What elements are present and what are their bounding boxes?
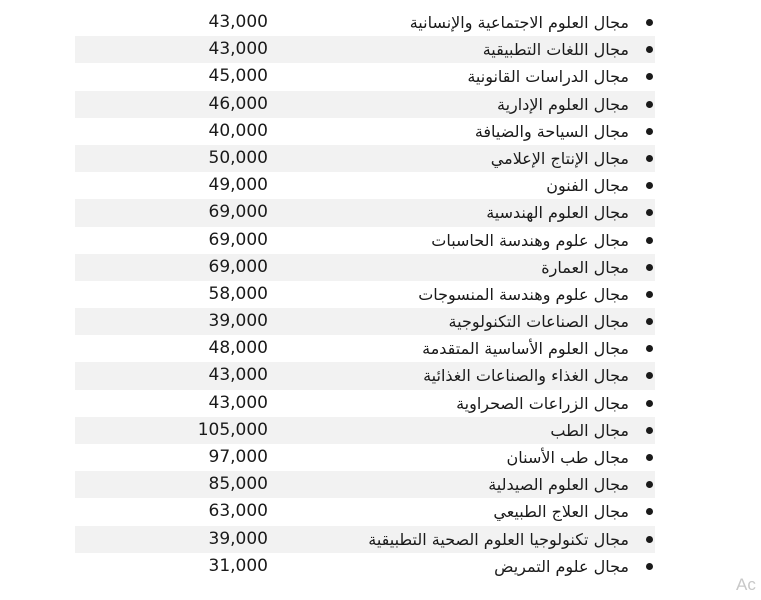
bullet-icon bbox=[646, 128, 653, 135]
row-label: مجال الدراسات القانونية bbox=[467, 67, 629, 87]
row-amount: 43,000 bbox=[208, 39, 268, 60]
row-amount: 50,000 bbox=[208, 147, 268, 168]
row-amount: 43,000 bbox=[208, 12, 268, 32]
table-row bbox=[75, 444, 655, 471]
bullet-icon bbox=[646, 264, 653, 271]
bullet-icon bbox=[646, 372, 653, 379]
bullet-icon bbox=[646, 563, 653, 570]
table-row bbox=[75, 118, 655, 145]
row-amount: 63,000 bbox=[208, 501, 268, 522]
table-row bbox=[75, 63, 655, 90]
row-label: مجال اللغات التطبيقية bbox=[482, 40, 629, 60]
row-label: مجال العلوم الهندسية bbox=[486, 203, 629, 223]
row-amount: 85,000 bbox=[208, 474, 268, 495]
row-amount: 39,000 bbox=[208, 528, 268, 549]
row-amount: 49,000 bbox=[208, 175, 268, 196]
row-amount: 48,000 bbox=[208, 338, 268, 359]
activation-watermark: Ac bbox=[736, 575, 756, 594]
table-row bbox=[75, 417, 655, 444]
row-label: مجال الفنون bbox=[546, 176, 629, 196]
bullet-icon bbox=[646, 427, 653, 434]
bullet-icon bbox=[646, 237, 653, 244]
bullet-icon bbox=[646, 508, 653, 515]
table-row bbox=[75, 362, 655, 389]
row-label: مجال الغذاء والصناعات الغذائية bbox=[423, 366, 629, 386]
row-label: مجال العلوم الأساسية المتقدمة bbox=[422, 339, 629, 359]
table-row bbox=[75, 390, 655, 417]
table-row bbox=[75, 335, 655, 362]
table-row bbox=[75, 9, 655, 36]
row-label: مجال العلوم الصيدلية bbox=[488, 475, 629, 495]
bullet-icon bbox=[646, 46, 653, 53]
bullet-icon bbox=[646, 291, 653, 298]
table-row bbox=[75, 308, 655, 335]
bullet-icon bbox=[646, 101, 653, 108]
row-amount: 97,000 bbox=[208, 447, 268, 467]
table-row bbox=[75, 498, 655, 525]
row-amount: 40,000 bbox=[208, 120, 268, 141]
fee-table bbox=[75, 9, 655, 580]
bullet-icon bbox=[646, 400, 653, 407]
bullet-icon bbox=[646, 73, 653, 80]
row-amount: 45,000 bbox=[208, 66, 268, 87]
row-amount: 31,000 bbox=[208, 555, 268, 576]
row-amount: 43,000 bbox=[208, 392, 268, 413]
row-label: مجال العمارة bbox=[541, 257, 629, 277]
row-amount: 46,000 bbox=[208, 93, 268, 114]
row-amount: 69,000 bbox=[208, 202, 268, 223]
bullet-icon bbox=[646, 318, 653, 325]
row-amount: 58,000 bbox=[208, 283, 268, 304]
row-label: مجال العلوم الاجتماعية والإنسانية bbox=[409, 13, 629, 32]
bullet-icon bbox=[646, 454, 653, 461]
bullet-icon bbox=[646, 209, 653, 216]
row-label: مجال الإنتاج الإعلامي bbox=[490, 148, 629, 168]
row-label: مجال طب الأسنان bbox=[506, 448, 629, 467]
row-label: مجال علوم التمريض bbox=[494, 556, 629, 576]
row-amount: 69,000 bbox=[208, 229, 268, 250]
row-label: مجال العلوم الإدارية bbox=[497, 94, 629, 114]
row-amount: 69,000 bbox=[208, 256, 268, 277]
row-label: مجال علوم وهندسة المنسوجات bbox=[418, 284, 629, 304]
row-amount: 43,000 bbox=[208, 365, 268, 386]
bullet-icon bbox=[646, 155, 653, 162]
row-amount: 39,000 bbox=[208, 311, 268, 332]
table-row bbox=[75, 553, 655, 580]
table-row bbox=[75, 526, 655, 553]
bullet-icon bbox=[646, 481, 653, 488]
bullet-icon bbox=[646, 182, 653, 189]
table-row bbox=[75, 281, 655, 308]
table-row bbox=[75, 227, 655, 254]
table-row bbox=[75, 471, 655, 498]
table-row bbox=[75, 172, 655, 199]
table-row bbox=[75, 91, 655, 118]
bullet-icon bbox=[646, 345, 653, 352]
bullet-icon bbox=[646, 19, 653, 26]
table-row bbox=[75, 254, 655, 281]
row-label: مجال الزراعات الصحراوية bbox=[456, 393, 629, 413]
row-label: مجال العلاج الطبيعي bbox=[493, 502, 629, 522]
table-row bbox=[75, 145, 655, 172]
row-label: مجال علوم وهندسة الحاسبات bbox=[431, 230, 629, 250]
row-label: مجال الصناعات التكنولوجية bbox=[448, 312, 629, 332]
row-amount: 105,000 bbox=[197, 419, 268, 440]
row-label: مجال تكنولوجيا العلوم الصحية التطبيقية bbox=[368, 529, 629, 549]
table-row bbox=[75, 36, 655, 63]
row-label: مجال الطب bbox=[550, 420, 629, 440]
bullet-icon bbox=[646, 536, 653, 543]
row-label: مجال السياحة والضيافة bbox=[474, 121, 629, 141]
table-row bbox=[75, 199, 655, 226]
